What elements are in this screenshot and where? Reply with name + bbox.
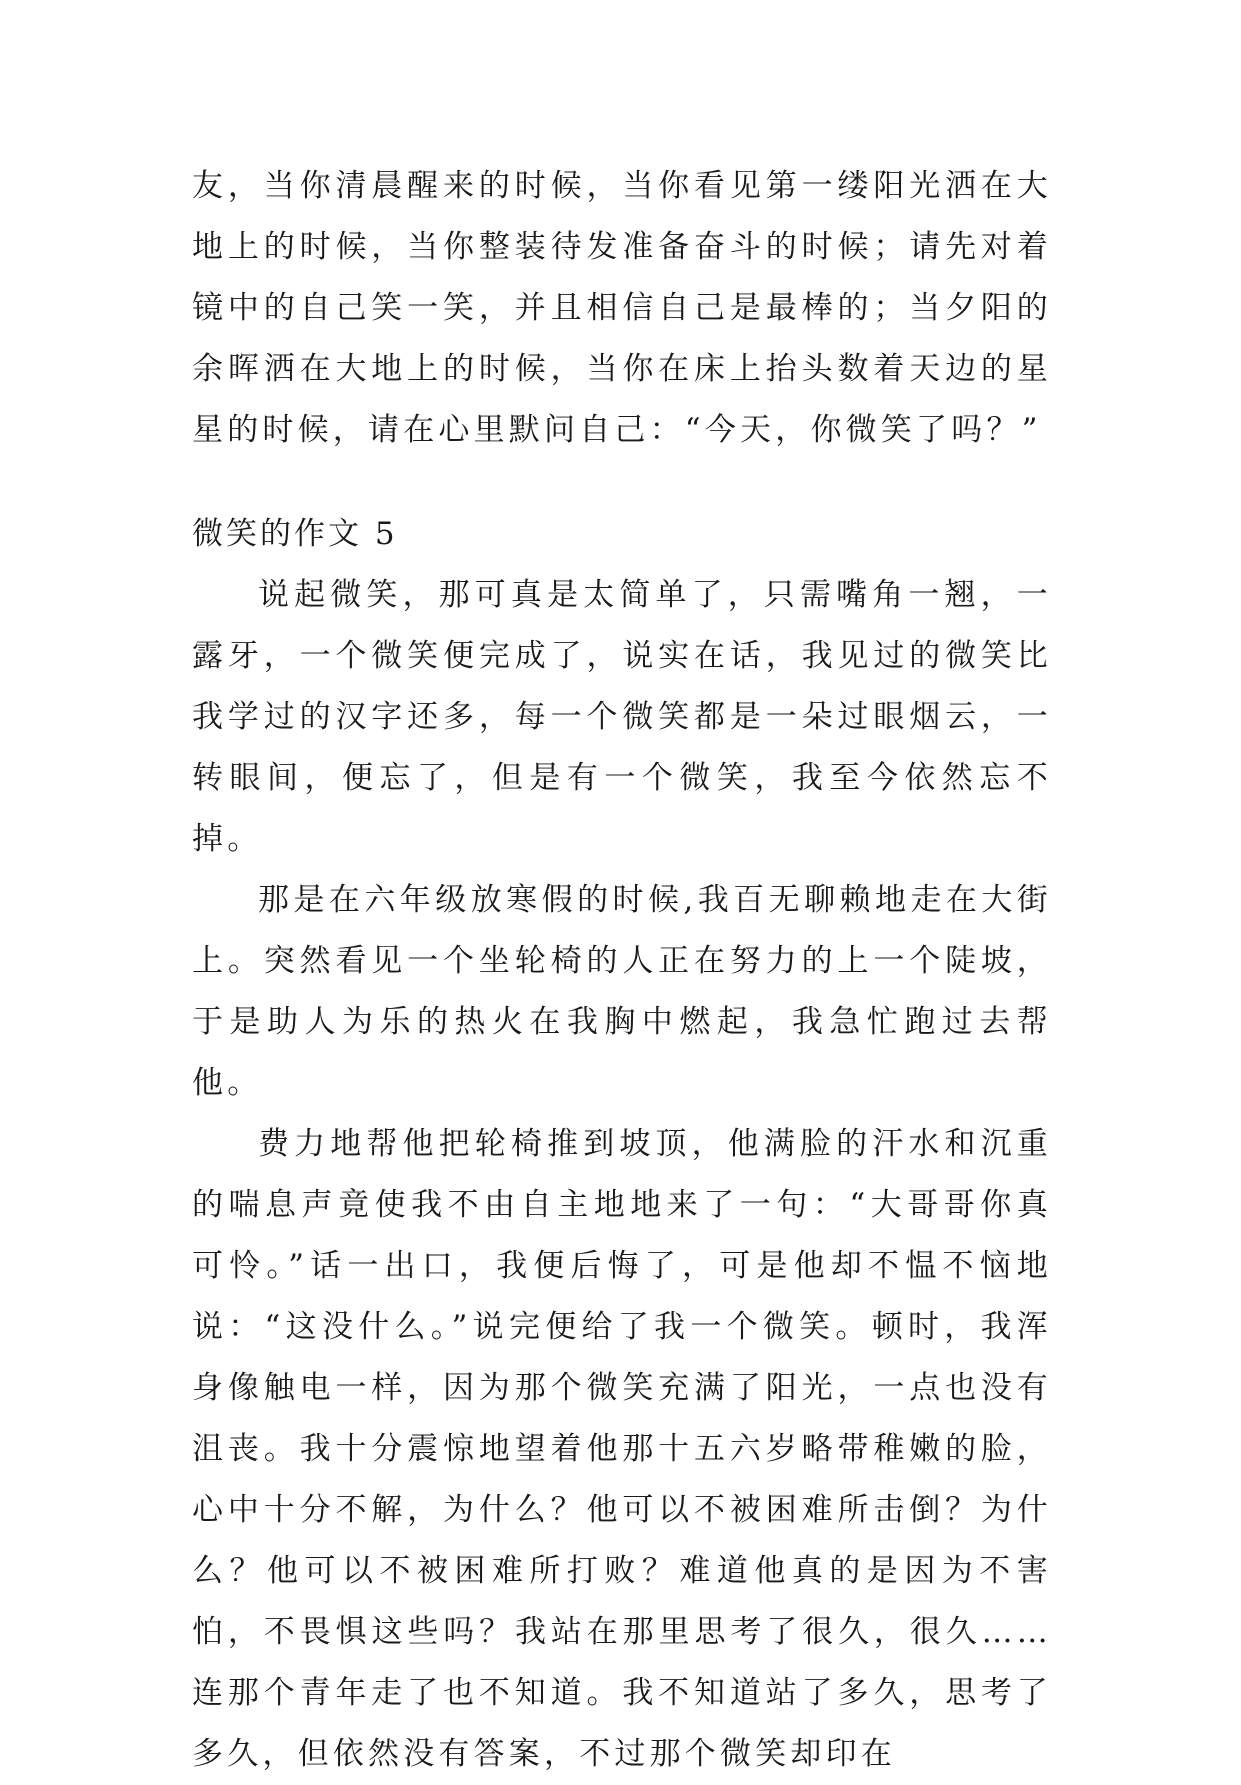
section-title: 微笑的作文 5 bbox=[192, 516, 398, 552]
body-paragraph: 费力地帮他把轮椅推到坡顶，他满脸的汗水和沉重的喘息声竟使我不由自主地地来了一句：“大哥哥你真可怜。”话一出口，我便后悔了，可是他却不愠不恼地说：“这没什么。”说完便给了我一个微笑。顿时，我浑身像触电一样，因为那个微笑充满了阳光，一点也没有沮丧。我十分震惊地望着他那十五六岁略带稚嫩的脸，心中十分不解，为什么？他可以不被困难所击倒？为什么？他可以不被困难所打败？难道他真的是因为不害怕，不畏惧这些吗？我站在那里思考了很久，很久……连那个青年走了也不知道。我不知道站了多久，思考了多久，但依然没有答案，不过那个微笑却印在 bbox=[192, 1126, 1052, 1772]
body-paragraph: 那是在六年级放寒假的时候,我百无聊赖地走在大街上。突然看见一个坐轮椅的人正在努力的上一个陡坡，于是助人为乐的热火在我胸中燃起，我急忙跑过去帮他。 bbox=[192, 882, 1052, 1101]
essay-section bbox=[192, 504, 1052, 1785]
body-paragraph: 说起微笑，那可真是太简单了，只需嘴角一翘，一露牙，一个微笑便完成了，说实在话，我见过的微笑比我学过的汉字还多，每一个微笑都是一朵过眼烟云，一转眼间，便忘了，但是有一个微笑，我至今依然忘不掉。 bbox=[192, 577, 1052, 857]
continuation-paragraph: 友，当你清晨醒来的时候，当你看见第一缕阳光洒在大地上的时候，当你整装待发准备奋斗的时候；请先对着镜中的自己笑一笑，并且相信自己是最棒的；当夕阳的余晖洒在大地上的时候，当你在床上抬头数着天边的星星的时候，请在心里默问自己：“今天，你微笑了吗？” bbox=[192, 168, 1052, 448]
previous-essay-ending bbox=[192, 156, 1052, 461]
